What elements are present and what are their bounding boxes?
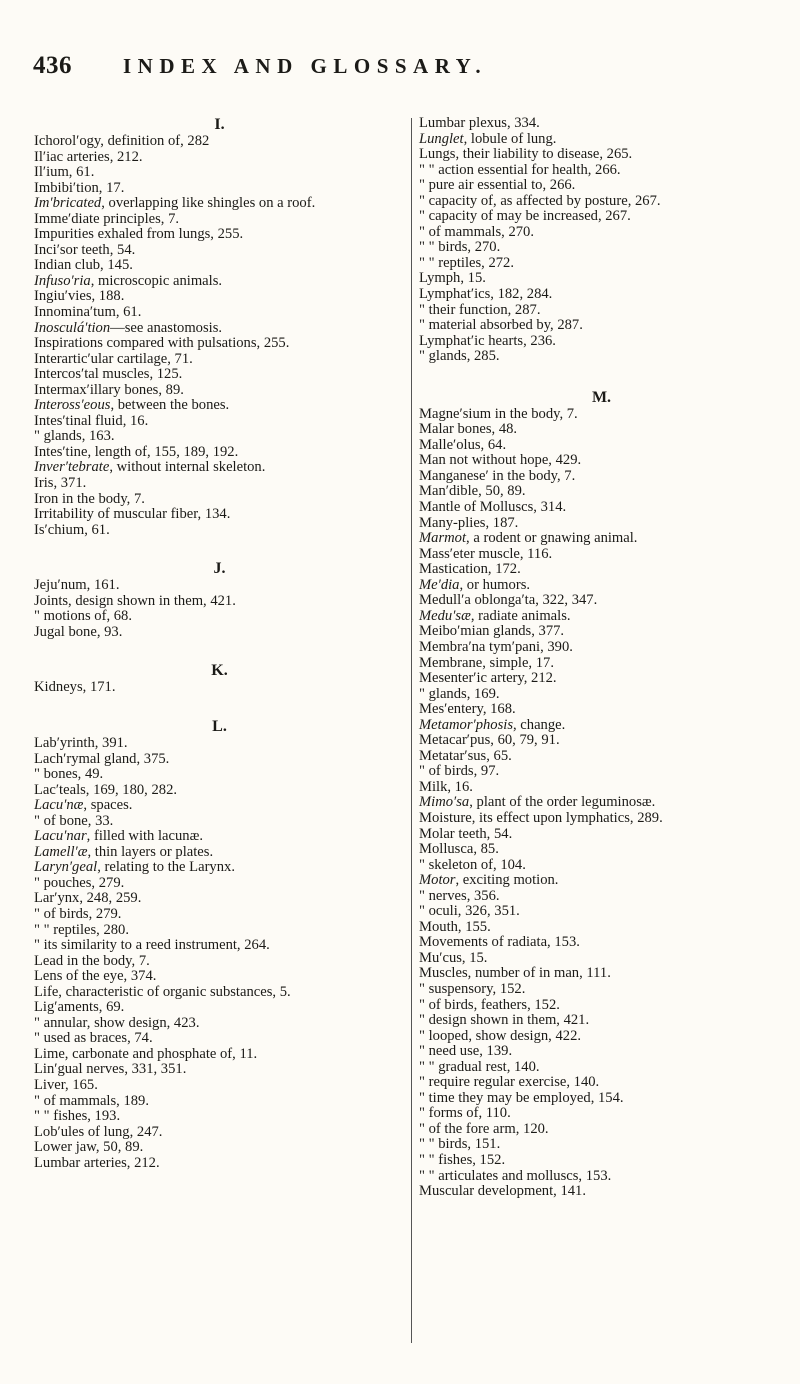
index-entry: Malle′olus, 64. [419,436,507,453]
entry-text: , radiate animals. [470,607,571,624]
entry-text: , exciting motion. [455,872,559,889]
index-entry: Lime, carbonate and phosphate of, 11. [34,1045,258,1062]
page-header [33,52,773,86]
index-entry [34,274,405,290]
entry-headword: Laryn′geal [34,859,98,876]
index-entry: Lumbar plexus, 334. [419,115,540,131]
index-entry: " nerves, 356. [419,887,500,904]
index-entry: Man not without hope, 429. [419,452,582,469]
entry-headword: Lunglet [419,130,464,147]
index-entry: " " reptiles, 272. [419,254,515,271]
index-entry: Lar′ynx, 248, 259. [34,890,142,907]
index-entry: Membra′na tym′pani, 390. [419,638,573,655]
index-entry: " " birds, 270. [419,239,501,256]
index-entry: Membrane, simple, 17. [419,654,554,671]
index-entry [419,578,784,594]
index-entry: Muscular development, 141. [419,1183,586,1200]
index-entry: " " fishes, 193. [34,1108,121,1125]
index-entry: " " action essential for health, 266. [419,161,621,178]
entry-headword: Im′bricated [34,195,102,212]
entry-headword: Inosculá′tion [34,319,111,336]
index-entry: " design shown in them, 421. [419,1012,590,1029]
entry-headword: Infuso′ria [34,272,91,289]
entry-text: , relating to the Larynx. [97,859,235,876]
index-entry: Imme′diate principles, 7. [34,210,180,227]
index-entry: Lach′rymal gland, 375. [34,750,170,767]
index-entry: Intes′tine, length of, 155, 189, 192. [34,443,239,460]
index-entry: " oculi, 326, 351. [419,903,520,920]
section-spacer [34,696,405,718]
index-entry [419,873,784,889]
entry-text: , filled with lacunæ. [86,828,203,845]
index-entry: " suspensory, 152. [419,980,526,997]
index-entry: " of birds, 97. [419,763,500,780]
index-entry: " glands, 163. [34,428,115,445]
index-entry: Lymph, 15. [419,270,486,287]
index-entry: " their function, 287. [419,301,541,318]
index-entry: Malar bones, 48. [419,421,518,438]
entry-text: , or humors. [459,576,531,593]
index-entry: Impurities exhaled from lungs, 255. [34,226,244,243]
entry-headword: Mimo′sa [419,794,470,811]
index-section [34,696,405,1171]
entry-headword: Me′dia [419,576,460,593]
entry-text: , change. [513,716,566,733]
index-entry: Lin′gual nerves, 331, 351. [34,1061,187,1078]
index-entry: Iris, 371. [34,475,87,492]
column-divider [411,118,412,1343]
entry-headword: Medu′sæ [419,607,471,624]
entry-text: , thin layers or plates. [87,843,214,860]
index-entry: Lumbar arteries, 212. [34,1154,160,1171]
index-entry: Indian club, 145. [34,257,133,274]
index-entry: " used as braces, 74. [34,1030,153,1047]
index-entry: Ingiu′vies, 188. [34,288,125,305]
section-letter: J. [213,560,226,578]
index-section [419,365,784,1200]
index-entry [419,795,784,811]
index-entry: Many-plies, 187. [419,514,519,531]
section-letter: I. [214,116,225,133]
index-entry: Jeju′num, 161. [34,577,120,594]
index-entry: Iron in the body, 7. [34,490,145,507]
index-entry: " require regular exercise, 140. [419,1074,600,1091]
index-entry: " " birds, 151. [419,1136,501,1153]
index-entry: " forms of, 110. [419,1105,511,1122]
index-entry: Lower jaw, 50, 89. [34,1139,144,1156]
index-entry: Meibo′mian glands, 377. [419,623,565,640]
entry-headword: Marmot [419,530,467,547]
index-entry: " annular, show design, 423. [34,1014,200,1031]
index-entry: Mass′eter muscle, 116. [419,545,553,562]
index-entry: Lymphat′ic hearts, 236. [419,332,556,349]
index-entry: Kidneys, 171. [34,679,116,696]
index-entry: Innomina′tum, 61. [34,304,142,321]
index-entry: Mouth, 155. [419,918,491,935]
index-entry [34,829,405,845]
index-entry: " " reptiles, 280. [34,921,130,938]
entry-text: , between the bones. [110,397,230,414]
index-entry: Muscles, number of in man, 111. [419,965,611,982]
index-entry: Lig′aments, 69. [34,999,125,1016]
entry-text: —see anastomosis. [110,319,223,336]
index-section [34,640,405,696]
index-entry: Mastication, 172. [419,561,521,578]
index-entry: Mu′cus, 15. [419,949,488,966]
index-entry: Lac′teals, 169, 180, 282. [34,781,178,798]
index-entry: Molar teeth, 54. [419,825,513,842]
index-entry: Lens of the eye, 374. [34,968,157,985]
index-entry: Ichorol′ogy, definition of, 282 [34,133,210,149]
index-entry: Intermax′illary bones, 89. [34,381,184,398]
index-entry: Moisture, its effect upon lymphatics, 289. [419,809,663,826]
running-head: INDEX AND GLOSSARY. [123,54,488,78]
index-entry: Movements of radiata, 153. [419,934,580,951]
entry-headword: Motor [419,872,456,889]
index-section [34,538,405,640]
index-entry: Manganese′ in the body, 7. [419,467,576,484]
left-column [34,116,405,1171]
index-entry: " motions of, 68. [34,608,132,625]
index-entry [419,718,784,734]
index-entry [34,798,405,814]
index-entry: Joints, design shown in them, 421. [34,592,236,609]
entry-text: , overlapping like shingles on a roof. [101,195,316,212]
index-entry: Lab′yrinth, 391. [34,734,128,751]
section-spacer [34,640,405,662]
index-entry: Imbibi′tion, 17. [34,179,125,196]
index-entry: Lungs, their liability to disease, 265. [419,146,633,163]
entry-headword: Lacu′næ [34,797,84,814]
section-spacer [34,538,405,560]
index-entry [419,531,784,547]
index-entry: " capacity of may be increased, 267. [419,208,631,225]
index-entry: " pouches, 279. [34,874,125,891]
index-entry: Metatar′sus, 65. [419,747,512,764]
entry-text: , spaces. [83,797,133,814]
index-entry: Magne′sium in the body, 7. [419,405,578,422]
entry-headword: Metamor′phosis [419,716,513,733]
entry-text: , lobule of lung. [463,130,557,147]
index-entry: Lob′ules of lung, 247. [34,1123,163,1140]
index-entry: Il′iac arteries, 212. [34,148,143,165]
index-entry: " pure air essential to, 266. [419,177,576,194]
index-entry: Lymphat′ics, 182, 284. [419,286,553,303]
page-number: 436 [33,52,72,79]
section-spacer [419,365,784,387]
index-entry: " its similarity to a reed instrument, 264. [34,937,270,954]
index-entry: Irritability of muscular fiber, 134. [34,506,231,523]
index-entry [419,132,784,148]
right-column [419,116,784,1200]
entry-text: , microscopic animals. [90,272,223,289]
index-section [34,116,405,538]
index-entry: " " articulates and molluscs, 153. [419,1167,612,1184]
index-entry: Interartic′ular cartilage, 71. [34,350,193,367]
index-entry: " of birds, feathers, 152. [419,996,560,1013]
index-entry: Metacar′pus, 60, 79, 91. [419,732,560,749]
index-entry: Inci′sor teeth, 54. [34,241,136,258]
index-entry: Il′ium, 61. [34,164,95,181]
index-entry: " capacity of, as affected by posture, 267. [419,192,661,209]
index-entry: Is′chium, 61. [34,521,110,538]
index-entry: Intes′tinal fluid, 16. [34,412,149,429]
index-entry [34,860,405,876]
index-entry: " material absorbed by, 287. [419,317,583,334]
index-entry: " glands, 285. [419,348,500,365]
index-entry: Intercos′tal muscles, 125. [34,366,183,383]
section-letter: L. [212,717,227,735]
index-entry: Medull′a oblonga′ta, 322, 347. [419,592,598,609]
index-entry [34,398,405,414]
index-entry: Mes′entery, 168. [419,701,516,718]
index-entry [34,845,405,861]
index-entry: Man′dible, 50, 89. [419,483,526,500]
section-letter: M. [591,388,612,406]
entry-text: , a rodent or gnawing animal. [466,530,638,547]
entry-headword: Lamell′æ [34,843,88,860]
section-letter: K. [211,662,228,680]
index-entry: Mantle of Molluscs, 314. [419,499,567,516]
index-entry: " of bone, 33. [34,812,114,829]
index-entry: Inspirations compared with pulsations, 255. [34,335,290,352]
index-entry: " " gradual rest, 140. [419,1058,540,1075]
index-entry [419,609,784,625]
index-entry: Mollusca, 85. [419,841,499,858]
index-entry: Jugal bone, 93. [34,623,123,640]
entry-text: , plant of the order leguminosæ. [469,794,656,811]
index-section [419,116,784,365]
index-entry: " time they may be employed, 154. [419,1089,624,1106]
index-entry [34,196,405,212]
entry-headword: Lacu′nar [34,828,87,845]
index-entry: " bones, 49. [34,766,104,783]
index-entry: Liver, 165. [34,1076,98,1093]
index-entry: " of the fore arm, 120. [419,1120,549,1137]
index-entry: Mesenter′ic artery, 212. [419,670,557,687]
index-entry: " skeleton of, 104. [419,856,526,873]
entry-headword: Inver′tebrate [34,459,110,476]
index-entry: " of mammals, 189. [34,1092,149,1109]
entry-text: , without internal skeleton. [109,459,266,476]
index-entry: " looped, show design, 422. [419,1027,582,1044]
index-entry: " of birds, 279. [34,905,122,922]
index-entry [34,460,405,476]
index-entry [34,321,405,337]
index-entry: " of mammals, 270. [419,223,534,240]
index-entry: Life, characteristic of organic substances, 5. [34,983,291,1000]
index-entry: Lead in the body, 7. [34,952,150,969]
index-entry: " " fishes, 152. [419,1152,506,1168]
index-entry: " need use, 139. [419,1043,513,1060]
index-entry: Milk, 16. [419,778,473,795]
index-entry: " glands, 169. [419,685,500,702]
entry-headword: Inteross′eous [34,397,111,414]
